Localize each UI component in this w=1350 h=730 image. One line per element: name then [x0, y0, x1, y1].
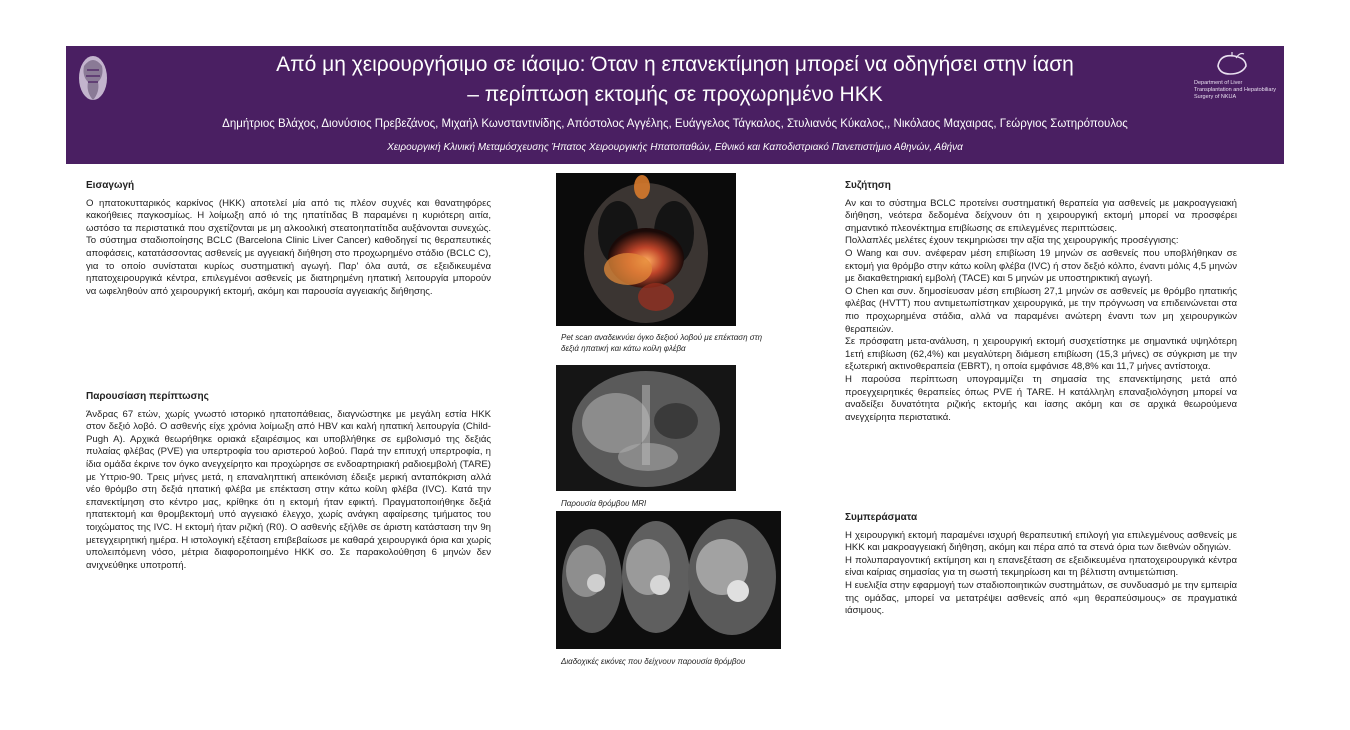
- discussion-p4: Ο Chen και συν. δημοσίευσαν μέση επιβίωση 27,1 μηνών σε ασθενείς με θρόμβο ηπατικής φλέβας (HVTT) που αντιμετωπίστηκαν χειρουργικά, με την πρόγνωση να επιδεινώνεται στα πιο προχωρημένα στάδια, αλλά να παραμένει ανώτερη έναντι των μη χειρουργικών θεραπειών.: [845, 285, 1237, 335]
- conclusions-p2: Η πολυπαραγοντική εκτίμηση και η επανεξέταση σε εξειδικευμένα ηπατοχειρουργικά κέντρα είναι καίριας σημασίας για τη σωστή τεκμηρίωση και τη βέλτιστη αντιμετώπιση.: [845, 554, 1237, 579]
- case-heading: Παρουσίαση περίπτωσης: [86, 391, 209, 402]
- case-section: [86, 391, 491, 572]
- affiliation: Χειρουργική Κλινική Μεταμόσχευσης Ήπατος Χειρουργικής Ηπατοπαθών, Εθνικό και Καποδιστριακό Πανεπιστήμιο Αθηνών, Αθήνα: [387, 142, 963, 153]
- intro-body: Ο ηπατοκυτταρικός καρκίνος (ΗΚΚ) αποτελεί μία από τις πλέον συχνές και θανατηφόρες κακοήθειες παγκοσμίως. Η λοίμωξη από ιό της ηπατίτιδας Β παραμένει η κυριότερη αιτία, ωστόσο τα περιστατικά που σχετίζονται με μη αλκοολική στεατοηπατίτιδα αυξάνονται συνεχώς. Το σύστημα σταδιοποίησης BCLC (Barcelona Clinic Liver Cancer) καθοδηγεί τις θεραπευτικές αποφάσεις, κατατάσσοντας ασθενείς με αγγειακή διήθηση στο προχωρημένο στάδιο (BCLC C), για το οποίο συνίσταται κυρίως συστηματική αγωγή. Παρ' όλα αυτά, σε εξειδικευμένα ηπατοχειρουργικά κέντρα, επιλεγμένοι ασθενείς με διατηρημένη ηπατική λειτουργία μπορούν να ωφεληθούν από χειρουργική εκτομή, ακόμη και παρουσία αγγειακής διήθησης.: [86, 197, 491, 297]
- conclusions-p3: Η ευελιξία στην εφαρμογή των σταδιοποιητικών συστημάτων, σε συνδυασμό με την εμπειρία της ομάδας, μπορεί να μετατρέψει ασθενείς από «μη θεραπεύσιμους» σε πραγματικά ιάσιμους.: [845, 579, 1237, 617]
- discussion-p6: Η παρούσα περίπτωση υπογραμμίζει τη σημασία της επανεκτίμησης μετά από προεγχειρητικές θεραπείες όπως PVE ή TARE. Η κατάλληλη επαναξιολόγηση μπορεί να αναδείξει δυνατότητα ριζικής εκτομής και ίασης ακόμη και σε αρχικά θεωρούμενα ανεγχείρητα περιστατικά.: [845, 373, 1237, 423]
- mri-image: [556, 365, 736, 491]
- authors: Δημήτριος Βλάχος, Διονύσιος Πρεβεζάνος, Μιχαήλ Κωνσταντινίδης, Απόστολος Αγγέλης, Ευάγγελος Τάγκαλος, Στυλιανός Κύκαλος,, Νικόλαος Μαχαιρας, Γεώργιος Σωτηρόπουλος: [222, 118, 1128, 130]
- pet-scan-image: [556, 173, 736, 326]
- intro-heading: Εισαγωγή: [86, 180, 135, 191]
- discussion-section: [845, 180, 1237, 424]
- department-logo-text: Department of Liver Transplantation and Hepatobiliary Surgery of NKUA: [1194, 80, 1277, 100]
- discussion-p2: Πολλαπλές μελέτες έχουν τεκμηριώσει την αξία της χειρουργικής προσέγγισης:: [845, 235, 1179, 247]
- conclusions-p1: Η χειρουργική εκτομή παραμένει ισχυρή θεραπευτική επιλογή για επιλεγμένους ασθενείς με ΗΚΚ και μακροαγγειακή διήθηση, ακόμη και πέρα από τα στενά όρια των διεθνών οδηγιών.: [845, 529, 1237, 554]
- discussion-heading: Συζήτηση: [845, 180, 891, 191]
- poster-title: [66, 50, 1284, 110]
- case-body: Άνδρας 67 ετών, χωρίς γνωστό ιστορικό ηπατοπάθειας, διαγνώστηκε με μεγάλη εστία ΗΚΚ στον δεξιό λοβό. Ο ασθενής είχε χρόνια λοίμωξη από HBV και καλή ηπατική λειτουργία (Child-Pugh A). Αρχικά θεωρήθηκε οριακά εξαιρέσιμος και υποβλήθηκε σε εμβολισμό της δεξιάς πυλαίας φλέβας (PVE) για υπερτροφία του αριστερού λοβού. Παρά την επιτυχή υπερτροφία, η ίδια ομάδα έκρινε τον όγκο ανεγχείρητο και προχώρησε σε ενδοαρτηριακή ραδιοεμβολή (TARE) με Υττριο-90. Τρεις μήνες μετά, η επαναληπτική απεικόνιση έδειξε μερική ανταπόκριση αλλά νέο θρόμβο στη δεξιά ηπατική φλέβα με επέκταση στην κάτω κοίλη φλέβα (IVC). Κατά την επανεκτίμηση στο κέντρο μας, κρίθηκε ότι η εκτομή ήταν εφικτή. Πραγματοποιήθηκε δεξιά ηπατεκτομή και θρομβεκτομή υπό αγγειακό έλεγχο, χωρίς ανάγκη αφαίρεσης τμήματος του τοιχώματος της IVC. Η εκτομή ήταν ριζική (R0). Ο ασθενής εξήλθε σε άριστη κατάσταση την 9η μετεγχειρητική ημέρα. Η ιστολογική εξέταση επιβεβαίωσε με καθαρά χειρουργικά όρια και χωρίς υπολειπόμενη νόσο, μέτρια διαφοροποιημένο ΗΚΚ σο. Σε παρακολούθηση 6 μηνών δεν ανιχνεύθηκε υποτροπή.: [86, 408, 491, 571]
- conclusions-heading: Συμπεράσματα: [845, 512, 918, 523]
- title-line-1: Από μη χειρουργήσιμο σε ιάσιμο: Όταν η επανεκτίμηση μπορεί να οδηγήσει στην ίαση: [276, 53, 1074, 76]
- caption-ct-sequence: Διαδοχικές εικόνες που δείχνουν παρουσία θρόμβου: [561, 657, 746, 666]
- intro-section: [86, 180, 491, 298]
- department-logo: [1190, 50, 1280, 120]
- ct-sequence-image: [556, 511, 781, 649]
- title-line-2: – περίπτωση εκτομής σε προχωρημένο ΗΚΚ: [467, 83, 883, 106]
- conclusions-section: [845, 512, 1237, 618]
- discussion-p1: Αν και το σύστημα BCLC προτείνει συστηματική θεραπεία για ασθενείς με μακροαγγειακή διήθηση, νεότερα δεδομένα δείχνουν ότι η χειρουργική εκτομή μπορεί να προσφέρει σημαντικό πλεονέκτημα επιβίωσης σε επιλεγμένες περιπτώσεις.: [845, 197, 1237, 234]
- liver-logo-icon: [1212, 50, 1252, 80]
- caption-pet-scan: Pet scan αναδεικνύει όγκο δεξιού λοβού με επέκταση στη δεξιά ηπατική και κάτω κοίλη φλέβα: [561, 333, 763, 353]
- discussion-p5: Σε πρόσφατη μετα-ανάλυση, η χειρουργική εκτομή συσχετίστηκε με σημαντικά υψηλότερη 1ετή επιβίωση (62,4%) και μεγαλύτερη διάμεση επιβίωση (15,3 μήνες) σε σύγκριση με την εξωτερική ακτινοθεραπεία (EBRT), η οποία εμφάνισε 48,8% και 11,7 μήνες αντίστοιχα.: [845, 336, 1237, 373]
- header-banner: [66, 46, 1284, 164]
- caption-mri: Παρουσία θρόμβου MRI: [561, 499, 647, 508]
- discussion-p3: Ο Wang και συν. ανέφεραν μέση επιβίωση 19 μηνών σε ασθενείς που υποβλήθηκαν σε εκτομή για θρόμβο στην κάτω κοίλη φλέβα (IVC) ή στον δεξιό κόλπο, έναντι μόλις 4,5 μηνών με διακαθετηριακή εμβολή (TACE) και 5 μηνών με υποστηρικτική αγωγή.: [845, 247, 1237, 285]
